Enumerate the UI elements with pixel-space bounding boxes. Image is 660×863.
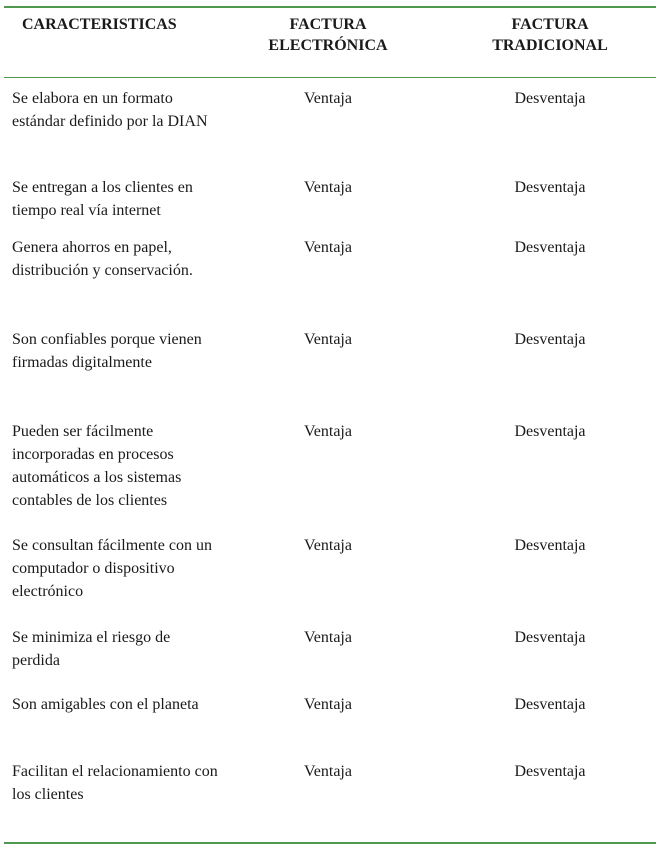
header-col3-line2: TRADICIONAL [492,37,608,54]
cell-tradicional: Desventaja [514,179,586,196]
cell-tradicional: Desventaja [514,331,586,348]
table-header [4,8,656,78]
table-row [4,760,656,842]
cell-caracteristica: Son confiables porque vienen firmadas digitalmente [12,331,202,371]
header-col2-line2: ELECTRÓNICA [268,37,388,54]
cell-tradicional: Desventaja [514,537,586,554]
cell-tradicional: Desventaja [514,696,586,713]
cell-electronica: Ventaja [304,763,352,780]
cell-caracteristica: Se elabora en un formato estándar definido por la DIAN [12,90,208,130]
cell-electronica: Ventaja [304,423,352,440]
cell-caracteristica: Se consultan fácilmente con un computador o dispositivo electrónico [12,537,212,600]
header-col3-line1: FACTURA [511,16,589,33]
table-body [4,78,656,842]
bottom-rule [4,842,656,844]
cell-electronica: Ventaja [304,239,352,256]
table-row [4,534,656,626]
cell-caracteristica: Son amigables con el planeta [12,696,199,713]
cell-tradicional: Desventaja [514,239,586,256]
table-row [4,328,656,420]
cell-caracteristica: Pueden ser fácilmente incorporadas en procesos automáticos a los sistemas contables de los clientes [12,423,182,509]
table-row [4,626,656,693]
cell-caracteristica: Facilitan el relacionamiento con los clientes [12,763,218,803]
header-col1-text: CARACTERISTICAS [22,16,177,33]
table-row [4,176,656,236]
cell-electronica: Ventaja [304,90,352,107]
cell-tradicional: Desventaja [514,423,586,440]
cell-caracteristica: Se entregan a los clientes en tiempo real vía internet [12,179,193,219]
header-caracteristicas [4,8,252,77]
cell-electronica: Ventaja [304,179,352,196]
cell-electronica: Ventaja [304,331,352,348]
header-col2-line1: FACTURA [289,16,367,33]
table-row [4,693,656,760]
cell-tradicional: Desventaja [514,763,586,780]
cell-electronica: Ventaja [304,629,352,646]
header-factura-electronica [252,8,404,77]
cell-tradicional: Desventaja [514,90,586,107]
table-row [4,87,656,176]
cell-electronica: Ventaja [304,537,352,554]
comparison-table [4,6,656,844]
cell-caracteristica: Genera ahorros en papel, distribución y conservación. [12,239,193,279]
table-row [4,420,656,534]
cell-tradicional: Desventaja [514,629,586,646]
header-factura-tradicional [404,8,656,77]
cell-electronica: Ventaja [304,696,352,713]
cell-caracteristica: Se minimiza el riesgo de perdida [12,629,171,669]
table-row [4,236,656,328]
